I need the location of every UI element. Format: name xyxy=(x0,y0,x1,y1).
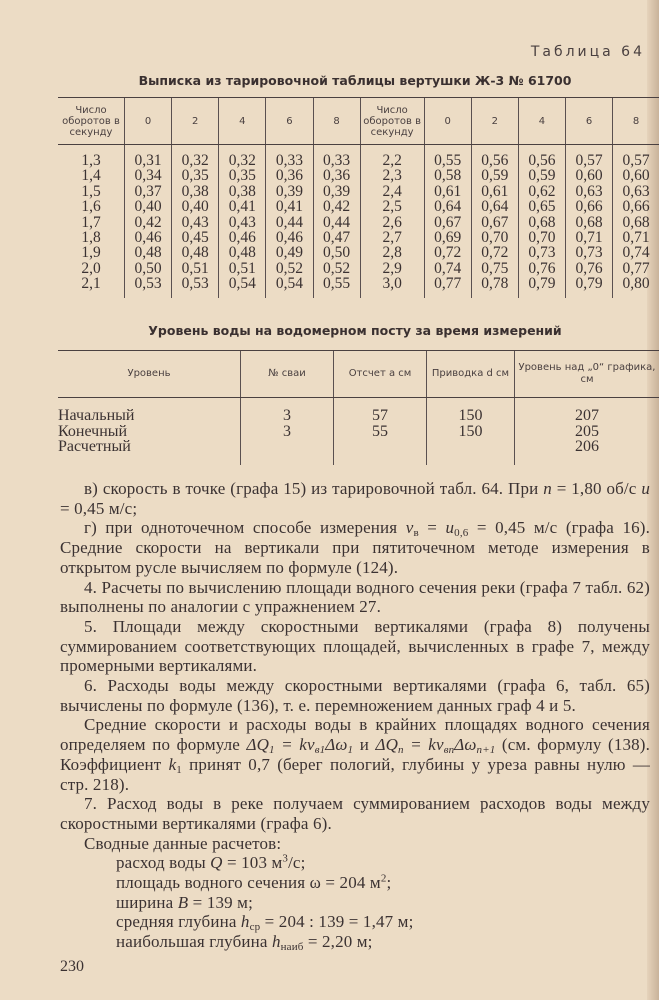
spacer-cell xyxy=(424,292,471,298)
column-header: 4 xyxy=(518,98,565,145)
column-header: 2 xyxy=(172,98,219,145)
revolutions-cell: 1,8 xyxy=(81,229,101,247)
revolutions-cell: 2,3 xyxy=(360,168,424,183)
text-fragment: 3 xyxy=(282,852,289,865)
table-row xyxy=(58,245,659,260)
text-fragment: ΔQ xyxy=(375,735,399,755)
spacer-cell xyxy=(515,455,659,465)
paragraph-v xyxy=(60,479,650,518)
text-fragment: Средние скорости и расходы воды в крайних площадях водного сечения определяем по формуле xyxy=(60,715,650,755)
velocity-cell: 0,70 xyxy=(471,230,518,245)
text-fragment: Δω xyxy=(325,735,348,755)
velocity-cell: 0,55 xyxy=(424,153,471,168)
column-header: 0 xyxy=(424,98,471,145)
text-fragment: площадь водного сечения ω = 204 м xyxy=(116,873,381,893)
revolutions-cell: 2,6 xyxy=(360,215,424,230)
text-fragment: ; xyxy=(386,873,392,893)
table-cell xyxy=(334,439,427,455)
velocity-cell: 0,58 xyxy=(424,168,471,183)
velocity-cell: 0,76 xyxy=(518,261,565,276)
text-fragment: h xyxy=(240,912,250,932)
table-cell: Конечный xyxy=(58,422,128,440)
spacer-cell xyxy=(219,292,266,298)
table-row xyxy=(58,424,659,440)
text-fragment: Q xyxy=(210,853,223,873)
velocity-cell: 0,75 xyxy=(471,261,518,276)
velocity-cell: 0,74 xyxy=(424,261,471,276)
column-header: № сваи xyxy=(241,351,334,398)
formula-dqn xyxy=(375,735,496,757)
text-fragment: ср xyxy=(249,921,261,934)
table-cell xyxy=(241,439,334,455)
column-header: Приводка d см xyxy=(427,351,515,398)
text-fragment: = xyxy=(418,518,446,538)
velocity-cell: 0,79 xyxy=(566,276,613,291)
spacer-cell xyxy=(518,292,565,298)
velocity-cell: 0,36 xyxy=(266,168,313,183)
velocity-cell: 0,72 xyxy=(424,245,471,260)
velocity-cell: 0,42 xyxy=(313,199,360,214)
table-cell: Расчетный xyxy=(58,438,131,455)
text-fragment: наибольшая глубина xyxy=(116,932,272,952)
paragraph-g xyxy=(60,518,650,577)
text-fragment: kv xyxy=(428,735,444,755)
text-fragment: 0,6 xyxy=(454,527,469,540)
text-fragment: вn xyxy=(443,744,455,757)
text-fragment: в1 xyxy=(314,744,326,757)
spacer-cell xyxy=(241,455,334,465)
velocity-cell: 0,67 xyxy=(424,215,471,230)
velocity-cell: 0,67 xyxy=(471,215,518,230)
column-header: 8 xyxy=(613,98,659,145)
spacer-cell xyxy=(334,455,427,465)
table-row xyxy=(58,215,659,230)
text-fragment: n+1 xyxy=(476,744,496,757)
velocity-cell: 0,42 xyxy=(125,215,172,230)
table-cell: 3 xyxy=(241,408,334,424)
velocity-cell: 0,46 xyxy=(266,230,313,245)
velocity-cell: 0,49 xyxy=(266,245,313,260)
text-fragment: = xyxy=(403,735,429,755)
velocity-cell: 0,76 xyxy=(566,261,613,276)
body-text xyxy=(60,479,650,952)
column-header: 6 xyxy=(266,98,313,145)
velocity-cell: 0,78 xyxy=(471,276,518,291)
text-fragment: средняя глубина xyxy=(116,912,241,932)
velocity-cell: 0,41 xyxy=(266,199,313,214)
velocity-cell: 0,54 xyxy=(266,276,313,291)
spacer-cell xyxy=(58,455,241,465)
paragraph-7: 7. Расход воды в реке получаем суммированием расходов воды между скоростными вертикалями (графа 6). xyxy=(60,794,650,833)
column-header: 0 xyxy=(125,98,172,145)
table-row xyxy=(58,439,659,455)
table-cell xyxy=(427,439,515,455)
text-fragment: u xyxy=(641,479,650,498)
text-fragment: = 103 м xyxy=(222,853,283,873)
spacer-cell xyxy=(566,292,613,298)
text-fragment: = 0,45 м/с; xyxy=(60,498,138,518)
velocity-cell: 0,53 xyxy=(172,276,219,291)
velocity-cell: 0,59 xyxy=(518,168,565,183)
table-number: Таблица 64 xyxy=(530,44,645,60)
velocity-cell: 0,54 xyxy=(219,276,266,291)
velocity-cell: 0,71 xyxy=(566,230,613,245)
revolutions-cell: 1,4 xyxy=(81,167,101,185)
velocity-cell: 0,51 xyxy=(172,261,219,276)
spacer-cell xyxy=(58,292,125,298)
velocity-cell: 0,47 xyxy=(313,230,360,245)
spacer-cell xyxy=(172,292,219,298)
velocity-cell: 0,46 xyxy=(125,230,172,245)
text-fragment: = 0,45 м/с (графа 16). Средние скорости на вертикали при пятиточечном методе измерения в открытом русле вычисляем по формуле (124). xyxy=(60,518,650,577)
spacer-cell xyxy=(313,292,360,298)
row-header: Число оборотов в секунду xyxy=(360,98,424,145)
velocity-cell: 0,35 xyxy=(172,168,219,183)
velocity-cell: 0,72 xyxy=(471,245,518,260)
velocity-cell: 0,38 xyxy=(172,184,219,199)
table1-header-row xyxy=(58,98,659,145)
velocity-cell: 0,32 xyxy=(219,153,266,168)
velocity-cell: 0,66 xyxy=(566,199,613,214)
table2-header-row xyxy=(58,351,659,398)
velocity-cell: 0,77 xyxy=(613,261,659,276)
velocity-cell: 0,48 xyxy=(172,245,219,260)
velocity-cell: 0,50 xyxy=(125,261,172,276)
spacer-row xyxy=(58,455,659,465)
formula-dq1 xyxy=(246,735,354,757)
velocity-cell: 0,41 xyxy=(219,199,266,214)
column-header: 8 xyxy=(313,98,360,145)
spacer-cell xyxy=(360,292,424,298)
water-level-table xyxy=(58,350,659,465)
text-fragment: h xyxy=(271,932,281,952)
revolutions-cell: 2,4 xyxy=(360,184,424,199)
velocity-cell: 0,33 xyxy=(266,153,313,168)
table-cell: 150 xyxy=(427,408,515,424)
velocity-cell: 0,74 xyxy=(613,245,659,260)
velocity-cell: 0,60 xyxy=(566,168,613,183)
table-row xyxy=(58,276,659,291)
summary-discharge xyxy=(116,853,650,873)
table-cell: 3 xyxy=(241,424,334,440)
revolutions-cell: 2,9 xyxy=(360,261,424,276)
velocity-cell: 0,40 xyxy=(172,199,219,214)
text-fragment: = 204 : 139 = 1,47 м; xyxy=(260,912,414,932)
velocity-cell: 0,46 xyxy=(219,230,266,245)
table-cell: 150 xyxy=(427,424,515,440)
text-fragment: ширина xyxy=(116,892,178,912)
velocity-cell: 0,57 xyxy=(566,153,613,168)
column-header: Уровень xyxy=(58,351,241,398)
revolutions-cell: 2,7 xyxy=(360,230,424,245)
column-header: 6 xyxy=(566,98,613,145)
text-fragment: ΔQ xyxy=(246,735,270,755)
velocity-cell: 0,68 xyxy=(518,215,565,230)
velocity-cell: 0,36 xyxy=(313,168,360,183)
velocity-cell: 0,61 xyxy=(424,184,471,199)
text-fragment: наиб xyxy=(280,941,304,954)
velocity-cell: 0,64 xyxy=(424,199,471,214)
text-fragment: принят 0,7 (берег пологий, глубины у уреза равны нулю — стр. 218). xyxy=(60,754,650,794)
velocity-cell: 0,32 xyxy=(172,153,219,168)
velocity-cell: 0,68 xyxy=(613,215,659,230)
text-fragment: 1 xyxy=(347,744,354,757)
velocity-cell: 0,80 xyxy=(613,276,659,291)
velocity-cell: 0,40 xyxy=(125,199,172,214)
text-fragment: = xyxy=(274,735,300,755)
velocity-cell: 0,79 xyxy=(518,276,565,291)
text-fragment: k xyxy=(168,754,177,774)
paragraph-6: 6. Расходы воды между скоростными вертикалями (графа 6, табл. 65) вычислены по формуле (136), т. е. перемножением данных граф 4 и 5. xyxy=(60,676,650,715)
velocity-cell: 0,43 xyxy=(172,215,219,230)
table1-title: Выписка из тарировочной таблицы вертушки Ж-3 № 61700 xyxy=(138,73,572,88)
revolutions-cell: 1,3 xyxy=(81,152,101,169)
page-number: 230 xyxy=(60,958,84,975)
velocity-cell: 0,62 xyxy=(518,184,565,199)
text-fragment: kv xyxy=(299,735,315,755)
summary-title: Сводные данные расчетов: xyxy=(84,833,282,853)
velocity-cell: 0,73 xyxy=(518,245,565,260)
velocity-cell: 0,44 xyxy=(266,215,313,230)
column-header: 4 xyxy=(219,98,266,145)
text-fragment: v xyxy=(405,518,414,538)
text-fragment: г) при одноточечном способе измерения xyxy=(84,518,406,538)
text-fragment: = 1,80 об/с xyxy=(551,479,642,498)
velocity-cell: 0,61 xyxy=(471,184,518,199)
table-cell: 57 xyxy=(334,408,427,424)
spacer-cell xyxy=(125,292,172,298)
text-fragment: = 2,20 м; xyxy=(303,932,373,952)
velocity-cell: 0,56 xyxy=(518,153,565,168)
column-header: Уровень над „0“ графика, см xyxy=(515,351,659,398)
table-cell: 206 xyxy=(515,439,659,455)
table-row xyxy=(58,408,659,424)
calibration-table xyxy=(58,97,659,298)
summary-width xyxy=(116,893,650,913)
summary-area xyxy=(116,873,650,893)
table-row xyxy=(58,261,659,276)
text-fragment: B xyxy=(177,892,189,912)
summary-list xyxy=(60,853,650,952)
text-fragment: n xyxy=(398,744,404,757)
text-fragment: расход воды xyxy=(116,853,211,873)
row-header: Число оборотов в секунду xyxy=(58,98,125,145)
table-cell: 55 xyxy=(334,424,427,440)
velocity-cell: 0,69 xyxy=(424,230,471,245)
spacer-cell xyxy=(266,292,313,298)
velocity-cell: 0,57 xyxy=(613,153,659,168)
revolutions-cell: 2,0 xyxy=(81,259,101,277)
revolutions-cell: 1,9 xyxy=(81,244,101,262)
velocity-cell: 0,31 xyxy=(125,153,172,168)
text-fragment: u xyxy=(445,518,455,538)
column-header: 2 xyxy=(471,98,518,145)
text-fragment: 2 xyxy=(380,872,387,885)
paragraph-5: 5. Площади между скоростными вертикалями (графа 8) получены суммированием соответствующих площадей, вычисленных в графе 7, между промерными вертикалями. xyxy=(60,616,650,676)
spacer-cell xyxy=(471,292,518,298)
velocity-cell: 0,59 xyxy=(471,168,518,183)
table-cell: Начальный xyxy=(58,407,135,424)
text-fragment: 1 xyxy=(176,763,182,776)
summary-mean-depth xyxy=(116,912,650,932)
revolutions-cell: 1,6 xyxy=(81,198,101,216)
velocity-cell: 0,39 xyxy=(266,184,313,199)
spacer-cell xyxy=(613,292,659,298)
revolutions-cell: 2,1 xyxy=(81,275,101,293)
revolutions-cell: 1,5 xyxy=(81,182,101,200)
revolutions-cell: 2,5 xyxy=(360,199,424,214)
velocity-cell: 0,70 xyxy=(518,230,565,245)
velocity-cell: 0,53 xyxy=(125,276,172,291)
velocity-cell: 0,38 xyxy=(219,184,266,199)
velocity-cell: 0,33 xyxy=(313,153,360,168)
spacer-row xyxy=(58,398,659,409)
velocity-cell: 0,52 xyxy=(313,261,360,276)
velocity-cell: 0,71 xyxy=(613,230,659,245)
revolutions-cell: 2,8 xyxy=(360,245,424,260)
velocity-cell: 0,68 xyxy=(566,215,613,230)
spacer-row xyxy=(58,292,659,298)
velocity-cell: 0,35 xyxy=(219,168,266,183)
text-fragment: (см. формулу (138). Коэффициент xyxy=(60,735,650,774)
spacer-cell xyxy=(427,455,515,465)
table-row xyxy=(58,199,659,214)
velocity-cell: 0,63 xyxy=(613,184,659,199)
velocity-cell: 0,48 xyxy=(219,245,266,260)
velocity-cell: 0,45 xyxy=(172,230,219,245)
table-row xyxy=(58,184,659,199)
velocity-cell: 0,56 xyxy=(471,153,518,168)
velocity-cell: 0,77 xyxy=(424,276,471,291)
revolutions-cell: 2,2 xyxy=(360,153,424,168)
velocity-cell: 0,37 xyxy=(125,184,172,199)
text-fragment: 1 xyxy=(269,744,275,757)
table-row xyxy=(58,153,659,168)
text-fragment: = 139 м; xyxy=(188,892,253,912)
table-cell: 207 xyxy=(515,408,659,424)
velocity-cell: 0,60 xyxy=(613,168,659,183)
revolutions-cell: 3,0 xyxy=(360,276,424,291)
text-fragment: в xyxy=(413,527,419,540)
velocity-cell: 0,63 xyxy=(566,184,613,199)
table2-title: Уровень воды на водомерном посту за время измерений xyxy=(148,323,562,338)
velocity-cell: 0,50 xyxy=(313,245,360,260)
velocity-cell: 0,52 xyxy=(266,261,313,276)
summary-max-depth xyxy=(116,932,650,952)
table-cell: 205 xyxy=(515,424,659,440)
velocity-cell: 0,51 xyxy=(219,261,266,276)
velocity-cell: 0,39 xyxy=(313,184,360,199)
velocity-cell: 0,34 xyxy=(125,168,172,183)
column-header: Отсчет a см xyxy=(334,351,427,398)
text-fragment: и xyxy=(353,735,376,755)
velocity-cell: 0,48 xyxy=(125,245,172,260)
velocity-cell: 0,65 xyxy=(518,199,565,214)
paragraph-edge-discharge xyxy=(60,715,650,794)
velocity-cell: 0,44 xyxy=(313,215,360,230)
text-fragment: в) скорость в точке (графа 15) из тарировочной табл. 64. При xyxy=(84,479,544,498)
velocity-cell: 0,43 xyxy=(219,215,266,230)
paragraph-4: 4. Расчеты по вычислению площади водного сечения реки (графа 7 табл. 62) выполнены по аналогии с упражнением 27. xyxy=(60,577,650,617)
text-fragment: Δω xyxy=(454,735,477,755)
text-fragment: n xyxy=(543,479,552,498)
velocity-cell: 0,64 xyxy=(471,199,518,214)
velocity-cell: 0,66 xyxy=(613,199,659,214)
table-row xyxy=(58,230,659,245)
revolutions-cell: 1,7 xyxy=(81,213,101,231)
text-fragment: /с; xyxy=(288,853,306,873)
velocity-cell: 0,73 xyxy=(566,245,613,260)
table-row xyxy=(58,168,659,183)
velocity-cell: 0,55 xyxy=(313,276,360,291)
